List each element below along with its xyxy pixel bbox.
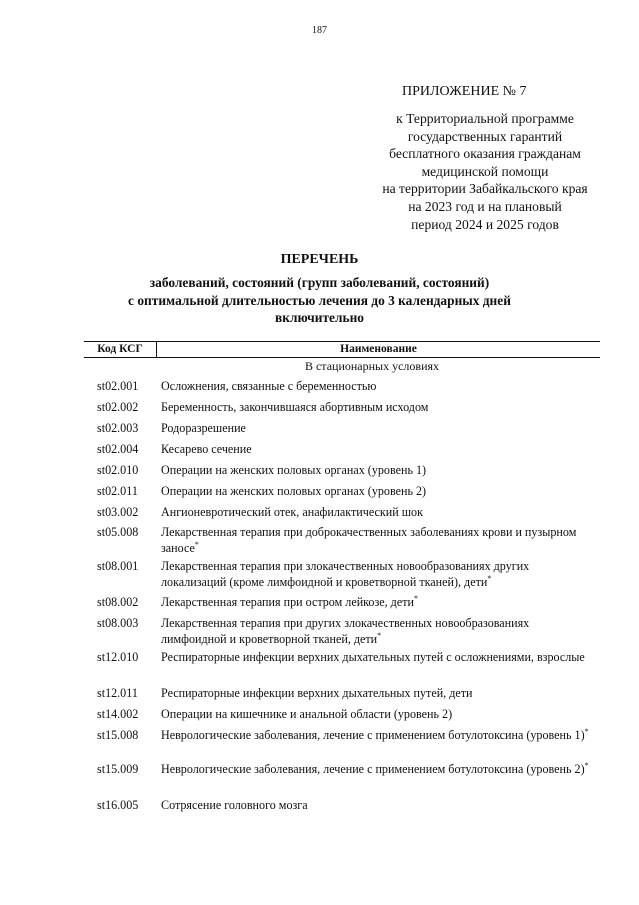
ksg-name-text: Беременность, закончившаяся абортивным исходом	[161, 400, 429, 414]
table-row	[84, 595, 600, 616]
ksg-name	[161, 463, 591, 479]
appendix-line: на 2023 год и на плановый	[408, 198, 562, 214]
ksg-name-text: Операции на женских половых органах (уровень 2)	[161, 484, 427, 498]
ksg-code: st05.008	[97, 525, 139, 539]
ksg-code: st08.002	[97, 595, 139, 609]
ksg-name	[161, 400, 591, 416]
ksg-name-text: Сотрясение головного мозга	[161, 798, 308, 812]
ksg-name	[161, 728, 591, 744]
footnote-asterisk: *	[487, 573, 492, 583]
ksg-name	[161, 686, 591, 702]
ksg-code: st02.010	[97, 463, 139, 477]
ksg-code: st02.002	[97, 400, 139, 414]
table-row	[84, 463, 600, 484]
appendix-line: медицинской помощи	[421, 163, 549, 179]
ksg-name-text: Операции на кишечнике и анальной области (уровень 2)	[161, 707, 453, 721]
list-subtitle-line: включительно	[275, 310, 364, 325]
table-row	[84, 728, 600, 762]
ksg-code: st08.003	[97, 616, 139, 630]
table-row	[84, 798, 600, 818]
ksg-name	[161, 595, 591, 611]
ksg-code: st16.005	[97, 798, 139, 812]
ksg-name	[161, 616, 591, 647]
ksg-name	[161, 707, 591, 723]
table-row	[84, 559, 600, 595]
footnote-asterisk: *	[584, 726, 589, 736]
header-name: Наименование	[340, 343, 417, 355]
ksg-code: st14.002	[97, 707, 139, 721]
ksg-code: st15.008	[97, 728, 139, 742]
ksg-name-text: Ангионевротический отек, анафилактический шок	[161, 505, 423, 519]
ksg-code: st08.001	[97, 559, 139, 573]
ksg-code: st02.011	[97, 484, 138, 498]
ksg-code: st03.002	[97, 505, 139, 519]
table-header	[84, 341, 600, 358]
appendix-line: бесплатного оказания гражданам	[389, 146, 581, 162]
ksg-name	[161, 525, 591, 556]
table-body	[84, 379, 600, 818]
appendix-title: ПРИЛОЖЕНИЕ № 7	[402, 84, 527, 99]
section-label: В стационарных условиях	[304, 359, 440, 373]
ksg-code: st12.011	[97, 686, 138, 700]
ksg-name-text: Респираторные инфекции верхних дыхательных путей, дети	[161, 686, 473, 700]
ksg-code: st15.009	[97, 762, 139, 776]
ksg-code: st02.001	[97, 379, 139, 393]
table-row	[84, 686, 600, 707]
ksg-name-text: Лекарственная терапия при злокачественных новообразованиях других локализаций (кроме лимфоидной и кроветворной тканей), дети	[161, 559, 530, 589]
appendix-line: период 2024 и 2025 годов	[411, 216, 559, 232]
ksg-name-text: Лекарственная терапия при других злокачественных новообразованиях лимфоидной и кроветворной тканей, дети	[161, 616, 530, 646]
appendix-line: государственных гарантий	[407, 128, 563, 144]
footnote-asterisk: *	[194, 539, 199, 549]
ksg-table	[84, 341, 600, 818]
table-row	[84, 707, 600, 728]
ksg-name-text: Лекарственная терапия при остром лейкозе, дети	[161, 595, 414, 609]
table-row	[84, 421, 600, 442]
ksg-name-text: Неврологические заболевания, лечение с применением ботулотоксина (уровень 2)	[161, 762, 585, 776]
ksg-name-text: Родоразрешение	[161, 421, 246, 435]
table-row	[84, 505, 600, 525]
ksg-name	[161, 442, 591, 458]
ksg-code: st02.004	[97, 442, 139, 456]
ksg-name-text: Лекарственная терапия при доброкачественных заболеваниях крови и пузырном заносе	[161, 525, 577, 555]
list-title: ПЕРЕЧЕНЬ	[280, 252, 359, 267]
list-subtitle-line: заболеваний, состояний (групп заболеваний, состояний)	[149, 275, 490, 290]
ksg-code: st02.003	[97, 421, 139, 435]
list-subtitle	[0, 274, 639, 327]
ksg-name	[161, 559, 591, 590]
ksg-code: st12.010	[97, 650, 139, 664]
table-row	[84, 442, 600, 463]
appendix-subtitle	[340, 110, 630, 233]
table-row	[84, 484, 600, 505]
appendix-line: к Территориальной программе	[396, 111, 574, 126]
ksg-name	[161, 421, 591, 437]
footnote-asterisk: *	[377, 630, 382, 640]
ksg-name	[161, 484, 591, 500]
ksg-name-text: Респираторные инфекции верхних дыхательных путей с осложнениями, взрослые	[161, 650, 585, 664]
list-subtitle-line: с оптимальной длительностью лечения до 3 календарных дней	[128, 292, 511, 308]
ksg-name-text: Операции на женских половых органах (уровень 1)	[161, 463, 427, 477]
ksg-name	[161, 650, 591, 666]
footnote-asterisk: *	[413, 593, 418, 603]
page-number: 187	[312, 25, 327, 36]
table-row	[84, 616, 600, 650]
ksg-name	[161, 798, 591, 814]
table-row	[84, 650, 600, 686]
ksg-name-text: Кесарево сечение	[161, 442, 252, 456]
table-row	[84, 400, 600, 421]
ksg-name-text: Осложнения, связанные с беременностью	[161, 379, 377, 393]
table-row	[84, 762, 600, 798]
appendix-line: на территории Забайкальского края	[382, 181, 588, 197]
header-code: Код КСГ	[97, 343, 143, 355]
footnote-asterisk: *	[584, 760, 589, 770]
ksg-name	[161, 762, 591, 778]
ksg-name-text: Неврологические заболевания, лечение с применением ботулотоксина (уровень 1)	[161, 728, 585, 742]
table-row	[84, 379, 600, 400]
ksg-name	[161, 505, 591, 521]
ksg-name	[161, 379, 591, 395]
table-row	[84, 525, 600, 559]
